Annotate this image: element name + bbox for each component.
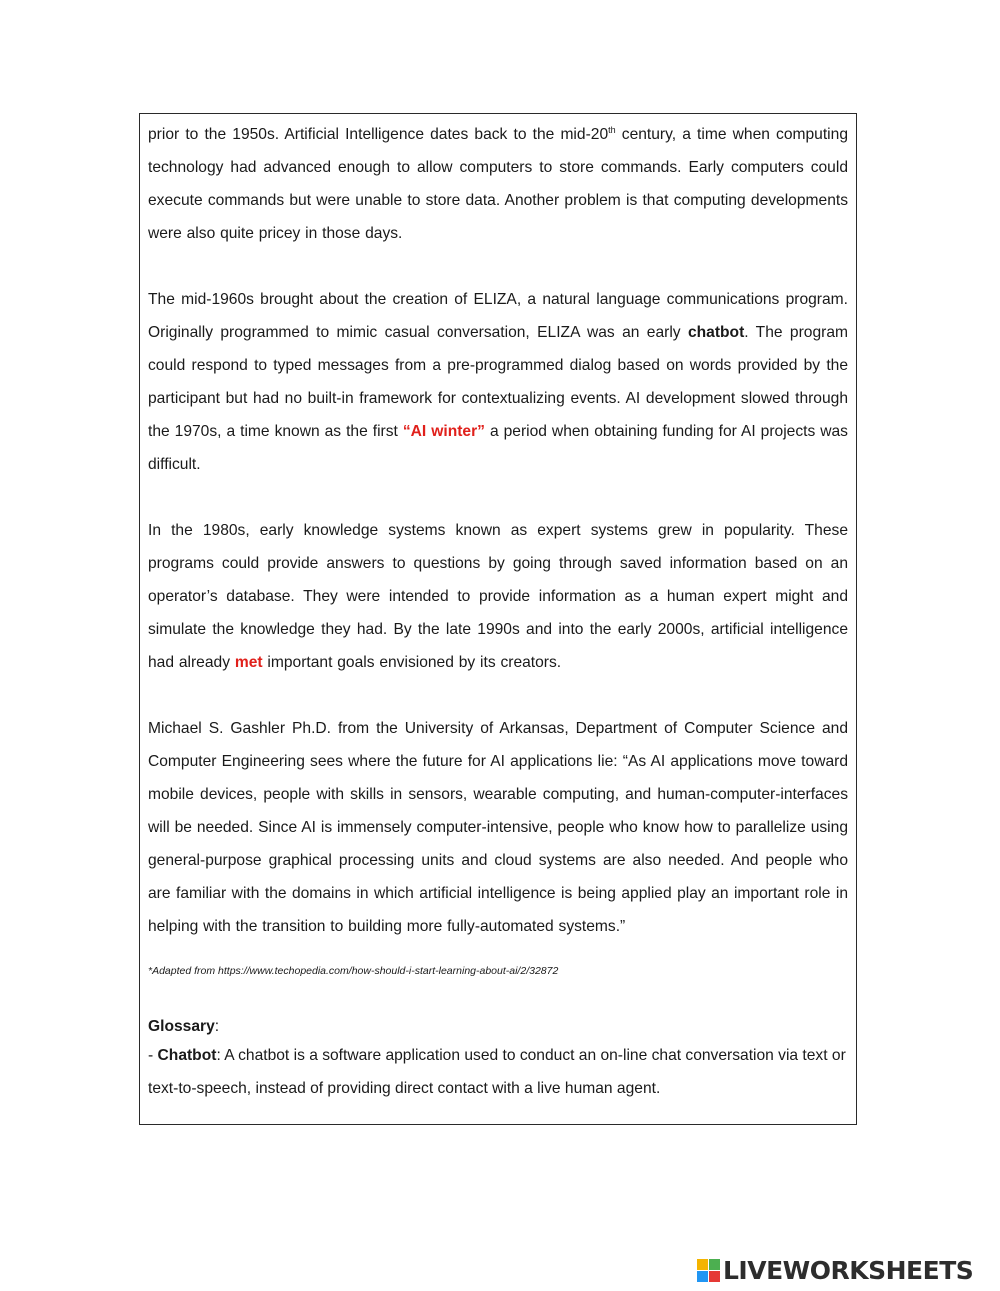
logo-square-3: [697, 1271, 708, 1282]
term-met: met: [234, 654, 263, 671]
term-chatbot: chatbot: [687, 324, 745, 341]
term-ai-winter: “AI winter”: [402, 423, 485, 440]
liveworksheets-logo-icon: [697, 1259, 720, 1282]
glossary-item-chatbot: - Chatbot: A chatbot is a software application used to conduct an on-line chat conversation via text or text-to-speech, instead of providing direct contact with a live human agent.: [148, 1047, 846, 1097]
paragraph-1: prior to the 1950s. Artificial Intelligence dates back to the mid-20th century, a time when computing technology had advanced enough to allow computers to store commands. Early computers could execute commands but were unable to store data. Another problem is that computing developments were also quite pricey in those days.: [148, 125, 848, 242]
logo-text: LIVEWORKSHEETS: [723, 1255, 974, 1285]
paragraph-4: Michael S. Gashler Ph.D. from the University of Arkansas, Department of Computer Science and Computer Engineering sees where the future for AI applications lie: “As AI applications move toward mobile devices, people with skills in sensors, wearable computing, and human-computer-interfaces will be needed. Since AI is immensely computer-intensive, people who know how to parallelize using general-purpose graphical processing units and cloud systems are also needed. And people who are familiar with the domains in which artificial intelligence is being applied play an important role in helping with the transition to building more fully-automated systems.”: [148, 720, 848, 935]
logo-square-1: [697, 1259, 708, 1270]
logo-square-2: [709, 1259, 720, 1270]
reading-text-box: [139, 113, 857, 1125]
superscript-th: th: [608, 125, 616, 135]
liveworksheets-logo: [697, 1253, 973, 1287]
logo-square-4: [709, 1271, 720, 1282]
glossary-heading: Glossary:: [148, 1018, 220, 1035]
paragraph-3: In the 1980s, early knowledge systems known as expert systems grew in popularity. These programs could provide answers to questions by going through saved information based on an operator’s database. They were intended to provide information as a human expert might and simulate the knowledge they had. By the late 1990s and into the early 2000s, artificial intelligence had already met important goals envisioned by its creators.: [148, 522, 848, 671]
paragraph-2: The mid-1960s brought about the creation of ELIZA, a natural language communications program. Originally programmed to mimic casual conversation, ELIZA was an early chatbot. The program could respond to typed messages from a pre-programmed dialog based on words provided by the participant but had no built-in framework for contextualizing events. AI development slowed through the 1970s, a time known as the first “AI winter” a period when obtaining funding for AI projects was difficult.: [148, 291, 848, 473]
source-citation: *Adapted from https://www.techopedia.com/how-should-i-start-learning-about-ai/2/32872: [148, 965, 559, 977]
